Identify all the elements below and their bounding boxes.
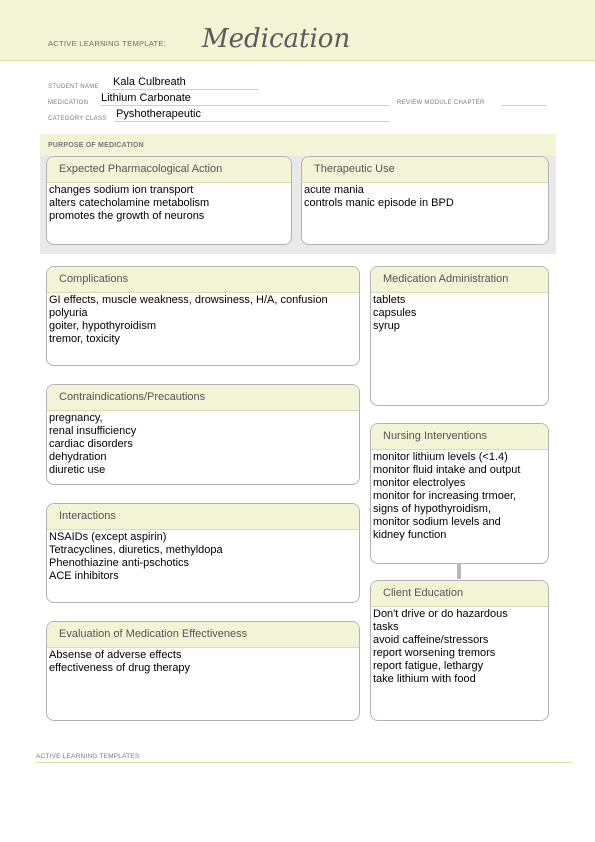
contraindications-title: Contraindications/Precautions — [47, 385, 359, 411]
nursing-interventions-title: Nursing Interventions — [371, 424, 548, 450]
therapeutic-use-line: controls manic episode in BPD — [304, 197, 454, 209]
student-name-field[interactable]: Kala Culbreath — [113, 76, 186, 88]
complications-box[interactable] — [46, 266, 360, 366]
administration-title: Medication Administration — [371, 267, 548, 293]
administration-line: capsules — [373, 307, 417, 319]
therapeutic-use-title: Therapeutic Use — [302, 157, 548, 183]
therapeutic-use-line: acute mania — [304, 184, 364, 196]
contraindications-line: pregnancy, — [49, 412, 103, 424]
administration-box[interactable] — [370, 266, 549, 406]
purpose-section-label: PURPOSE OF MEDICATION — [48, 142, 144, 149]
interactions-box[interactable] — [46, 503, 360, 603]
expected-action-line: promotes the growth of neurons — [49, 210, 205, 222]
client-education-line: report fatigue, lethargy — [373, 660, 484, 672]
evaluation-title: Evaluation of Medication Effectiveness — [47, 622, 359, 648]
complications-line: polyuria — [49, 307, 88, 319]
review-module-label: REVIEW MODULE CHAPTER — [397, 100, 485, 106]
contraindications-line: renal insufficiency — [49, 425, 137, 437]
footer-label: ACTIVE LEARNING TEMPLATES — [36, 753, 140, 760]
category-class-label: CATEGORY CLASS — [48, 116, 107, 122]
interactions-line: Phenothiazine anti-pschotics — [49, 557, 190, 569]
student-name-underline — [112, 89, 258, 90]
footer-rule — [36, 762, 572, 763]
nursing-interventions-line: monitor lithium levels (<1.4) — [373, 451, 508, 463]
complications-line: goiter, hypothyroidism — [49, 320, 156, 332]
interactions-line: Tetracyclines, diuretics, methyldopa — [49, 544, 223, 556]
contraindications-box[interactable] — [46, 384, 360, 485]
expected-action-line: changes sodium ion transport — [49, 184, 194, 196]
expected-action-line: alters catecholamine metabolism — [49, 197, 210, 209]
nursing-interventions-line: monitor for increasing trmoer, — [373, 490, 517, 502]
nursing-interventions-line: signs of hypothyroidism, — [373, 503, 491, 515]
template-prefix: ACTIVE LEARNING TEMPLATE: — [48, 39, 167, 48]
expected-action-box[interactable] — [46, 156, 292, 245]
nursing-interventions-box[interactable] — [370, 423, 549, 564]
nursing-interventions-line: monitor fluid intake and output — [373, 464, 521, 476]
nursing-interventions-line: monitor electrolyes — [373, 477, 466, 489]
medication-field[interactable]: Lithium Carbonate — [101, 92, 191, 104]
complications-line: tremor, toxicity — [49, 333, 120, 345]
interactions-line: ACE inhibitors — [49, 570, 119, 582]
client-education-line: report worsening tremors — [373, 647, 496, 659]
evaluation-box[interactable] — [46, 621, 360, 721]
client-education-line: Don't drive or do hazardous — [373, 608, 508, 620]
client-education-title: Client Education — [371, 581, 548, 607]
page-title: Medication — [202, 24, 351, 54]
evaluation-line: effectiveness of drug therapy — [49, 662, 191, 674]
nursing-interventions-line: kidney function — [373, 529, 447, 541]
complications-title: Complications — [47, 267, 359, 293]
client-education-line: take lithium with food — [373, 673, 476, 685]
student-name-label: STUDENT NAME — [48, 84, 99, 90]
contraindications-line: diuretic use — [49, 464, 106, 476]
administration-line: tablets — [373, 294, 406, 306]
contraindications-line: dehydration — [49, 451, 107, 463]
medication-underline — [100, 105, 390, 106]
category-class-field[interactable]: Pyshotherapeutic — [116, 108, 201, 120]
nursing-interventions-line: monitor sodium levels and — [373, 516, 501, 528]
interactions-line: NSAIDs (except aspirin) — [49, 531, 167, 543]
review-module-underline — [502, 105, 546, 106]
medication-label: MEDICATION — [48, 100, 89, 106]
client-education-box[interactable] — [370, 580, 549, 721]
complications-line: GI effects, muscle weakness, drowsiness, H/A, confusion — [49, 294, 328, 306]
category-class-underline — [115, 121, 390, 122]
interactions-title: Interactions — [47, 504, 359, 530]
client-education-line: avoid caffeine/stressors — [373, 634, 489, 646]
client-education-line: tasks — [373, 621, 399, 633]
therapeutic-use-box[interactable] — [301, 156, 549, 245]
evaluation-line: Absense of adverse effects — [49, 649, 182, 661]
expected-action-title: Expected Pharmacological Action — [47, 157, 291, 183]
connector-bar — [457, 563, 461, 579]
administration-line: syrup — [373, 320, 400, 332]
contraindications-line: cardiac disorders — [49, 438, 133, 450]
